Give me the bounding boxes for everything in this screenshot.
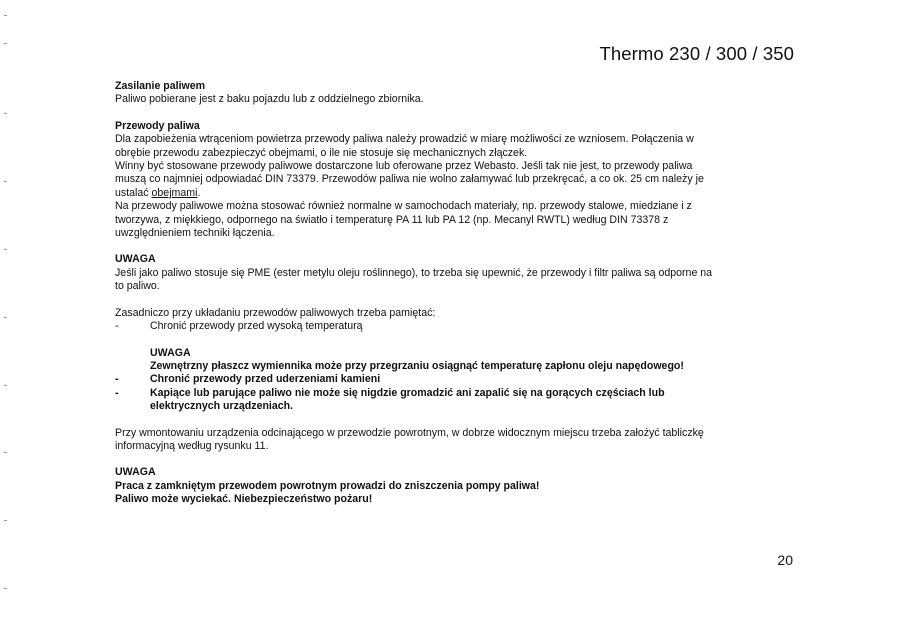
list-item bbox=[115, 373, 805, 386]
margin-mark bbox=[4, 43, 7, 44]
paragraph-text: ustalać bbox=[115, 186, 152, 199]
margin-mark bbox=[4, 181, 7, 182]
margin-mark bbox=[4, 588, 7, 589]
page-number: 20 bbox=[777, 552, 793, 568]
margin-mark bbox=[4, 249, 7, 250]
list-item-text: Chronić przewody przed wysoką temperaturą bbox=[150, 320, 363, 333]
paragraph-line: obrębie przewodu zabezpieczyć obejmami, o ile nie stosuje się mechanicznych złączek. bbox=[115, 146, 528, 159]
paragraph-line: Zasadniczo przy układaniu przewodów paliwowych trzeba pamiętać: bbox=[115, 306, 436, 319]
list-item bbox=[115, 387, 805, 414]
warning-pme bbox=[115, 253, 805, 293]
list-item-text: Kapiące lub parujące paliwo nie może się nigdzie gromadzić ani zapalić się na gorących częściach lub bbox=[150, 386, 665, 399]
underlined-term: obejmami bbox=[151, 186, 198, 199]
warning-heading: UWAGA bbox=[115, 466, 156, 479]
paragraph-line: muszą co najmniej odpowiadać DIN 73379. Przewodów paliwa nie wolno załamywać lub przekręcać, a co ok. 25 cm należy je bbox=[115, 173, 704, 186]
section-return-line bbox=[115, 427, 805, 454]
list-dash: - bbox=[115, 386, 119, 399]
page-content bbox=[115, 80, 805, 507]
paragraph-line: Dla zapobieżenia wtrąceniom powietrza przewody paliwa należy prowadzić w miarę możliwości ze wzniosem. Połączenia w bbox=[115, 133, 694, 146]
margin-mark bbox=[4, 452, 7, 453]
paragraph-line: Paliwo pobierane jest z baku pojazdu lub z oddzielnego zbiornika. bbox=[115, 93, 424, 106]
paragraph-line: Winny być stosowane przewody paliwowe dostarczone lub oferowane przez Webasto. Jeśli tak nie jest, to przewody paliwa bbox=[115, 160, 693, 173]
section-routing bbox=[115, 307, 805, 414]
section-fuel-supply bbox=[115, 80, 805, 107]
section-heading: Zasilanie paliwem bbox=[115, 80, 206, 92]
section-fuel-lines bbox=[115, 120, 805, 241]
warning-text: Paliwo może wyciekać. Niebezpieczeństwo pożaru! bbox=[115, 493, 373, 506]
margin-mark bbox=[4, 520, 7, 521]
warning-text: Praca z zamkniętym przewodem powrotnym prowadzi do zniszczenia pompy paliwa! bbox=[115, 479, 540, 492]
paragraph-line: Przy wmontowaniu urządzenia odcinającego w przewodzie powrotnym, w dobrze widocznym miejscu trzeba założyć tabliczkę bbox=[115, 426, 704, 439]
margin-mark bbox=[4, 15, 7, 16]
paragraph-line bbox=[115, 187, 805, 200]
paragraph-line: to paliwo. bbox=[115, 280, 160, 293]
list-item-text: Chronić przewody przed uderzeniami kamieni bbox=[150, 373, 381, 386]
paragraph-line: informacyjną według rysunku 11. bbox=[115, 439, 269, 452]
list-dash: - bbox=[115, 320, 119, 333]
list-item-text: elektrycznych urządzeniach. bbox=[150, 400, 294, 413]
warning-heat bbox=[115, 347, 805, 374]
list-dash: - bbox=[115, 373, 119, 386]
paragraph-line: Jeśli jako paliwo stosuje się PME (ester metylu oleju roślinnego), to trzeba się upewnić, że przewody i filtr paliwa są odporne na bbox=[115, 266, 713, 279]
section-heading: Przewody paliwa bbox=[115, 119, 200, 132]
list-item bbox=[115, 320, 805, 333]
margin-mark bbox=[4, 385, 7, 386]
paragraph-text: . bbox=[197, 186, 201, 199]
warning-heading: UWAGA bbox=[115, 253, 156, 266]
warning-return-line bbox=[115, 466, 805, 506]
margin-mark bbox=[4, 113, 7, 114]
paragraph-line: uwzględnieniem techniki łączenia. bbox=[115, 227, 275, 240]
warning-heading: UWAGA bbox=[150, 346, 191, 359]
document-title: Thermo 230 / 300 / 350 bbox=[599, 43, 794, 64]
paragraph-line: tworzywa, z miękkiego, odpornego na światło i temperaturę PA 11 lub PA 12 (np. Mecanyl RWTL) według DIN 73378 z bbox=[115, 213, 669, 226]
paragraph-line: Na przewody paliwowe można stosować również normalne w samochodach materiały, np. przewody stalowe, miedziane i z bbox=[115, 200, 692, 213]
warning-text: Zewnętrzny płaszcz wymiennika może przy przegrzaniu osiągnąć temperaturę zapłonu oleju napędowego! bbox=[150, 359, 684, 372]
margin-mark bbox=[4, 317, 7, 318]
